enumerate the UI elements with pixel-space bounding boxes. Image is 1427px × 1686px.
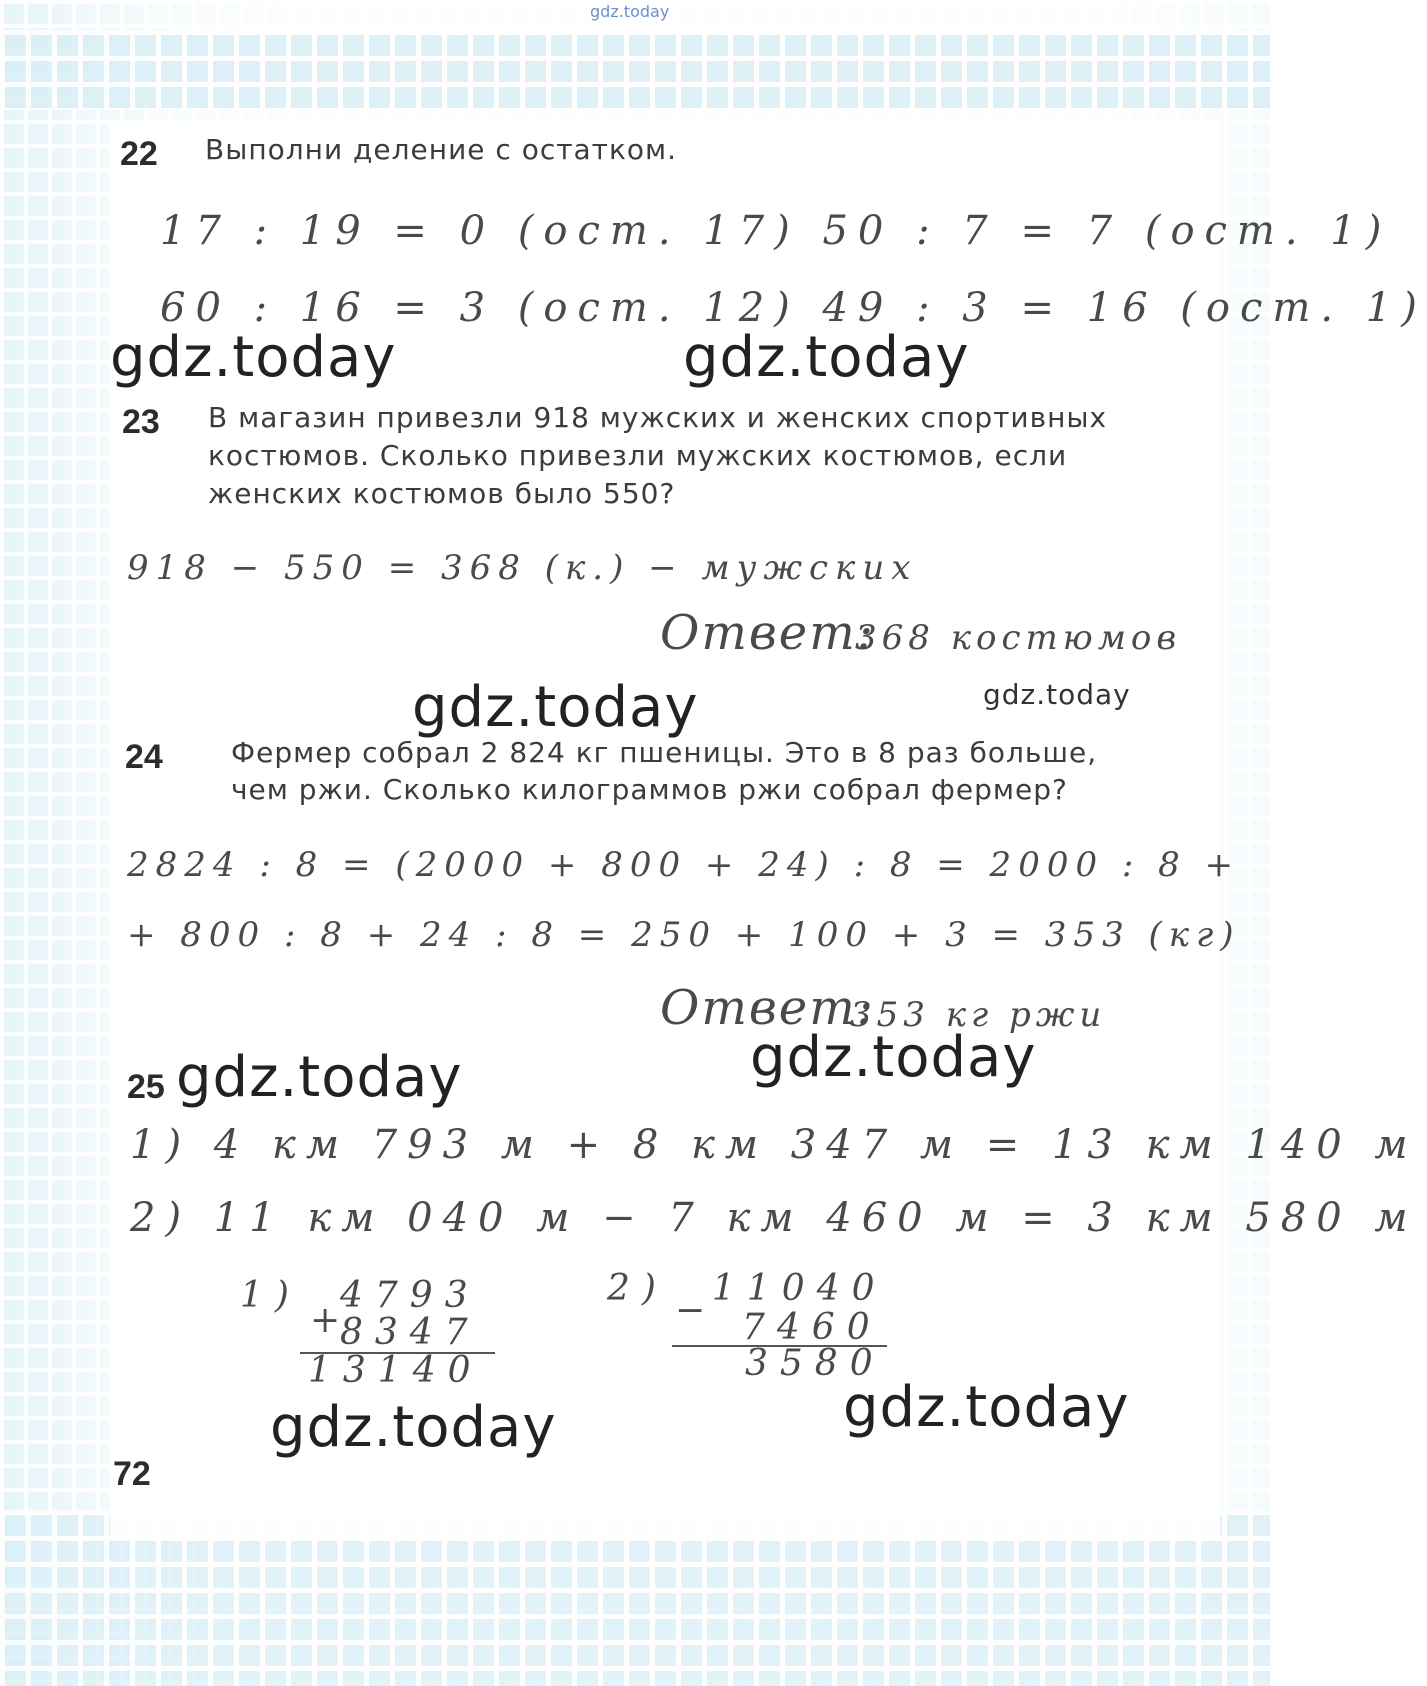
column-calc-1-result: 13140 — [308, 1350, 483, 1391]
watermark: gdz.today — [176, 1045, 463, 1110]
task-22-solution-line-1: 17 : 19 = 0 (ост. 17) 50 : 7 = 7 (ост. 1) — [160, 208, 1392, 254]
column-calc-2-top: 11040 — [712, 1268, 887, 1309]
task-number-24: 24 — [125, 738, 163, 776]
task-number-23: 23 — [122, 403, 160, 441]
site-mark[interactable]: gdz.today — [590, 2, 670, 21]
task-number-22: 22 — [120, 135, 158, 173]
task-24-text-line-1: Фермер собрал 2 824 кг пшеницы. Это в 8 раз больше, — [231, 736, 1098, 769]
watermark: gdz.today — [683, 325, 970, 390]
page-number: 72 — [113, 1455, 151, 1493]
column-calc-2-label: 2) — [607, 1268, 668, 1309]
column-calc-1-sign: + — [310, 1300, 341, 1341]
task-23-text-line-2: костюмов. Сколько привезли мужских костюмов, если — [208, 439, 1068, 472]
column-calc-2-bottom: 7460 — [742, 1307, 882, 1348]
task-25-solution-line-1: 1) 4 км 793 м + 8 км 347 м = 13 км 140 м — [130, 1122, 1418, 1168]
task-23-solution: 918 − 550 = 368 (к.) − мужских — [127, 548, 918, 588]
column-calc-1-label: 1) — [240, 1275, 301, 1316]
watermark: gdz.today — [750, 1025, 1037, 1090]
watermark: gdz.today — [270, 1395, 557, 1460]
task-22-text: Выполни деление с остатком. — [205, 133, 678, 166]
column-calc-2-sign: − — [675, 1290, 706, 1331]
task-24-answer-text: 353 кг ржи — [850, 995, 1107, 1035]
task-23-text-line-3: женских костюмов было 550? — [208, 477, 676, 510]
task-24-solution-line-2: + 800 : 8 + 24 : 8 = 250 + 100 + 3 = 353 (кг) — [127, 915, 1241, 955]
task-24-answer-label: Ответ: — [660, 980, 875, 1036]
task-24-solution-line-1: 2824 : 8 = (2000 + 800 + 24) : 8 = 2000 : 8 + — [127, 845, 1241, 885]
watermark: gdz.today — [983, 678, 1131, 711]
watermark: gdz.today — [412, 675, 699, 740]
task-23-answer-label: Ответ: — [660, 605, 875, 661]
watermark: gdz.today — [110, 325, 397, 390]
task-number-25: 25 — [127, 1068, 165, 1106]
column-calc-2-result: 3580 — [745, 1343, 885, 1384]
column-calc-1-top: 4793 — [340, 1275, 480, 1316]
task-25-solution-line-2: 2) 11 км 040 м − 7 км 460 м = 3 км 580 м — [130, 1195, 1418, 1241]
task-23-text-line-1: В магазин привезли 918 мужских и женских спортивных — [208, 401, 1108, 434]
background-grid-top — [0, 30, 1270, 110]
watermark: gdz.today — [843, 1375, 1130, 1440]
column-calc-1-bottom: 8347 — [340, 1312, 480, 1353]
task-22-solution-line-2: 60 : 16 = 3 (ост. 12) 49 : 3 = 16 (ост. 1) — [160, 285, 1427, 331]
task-24-text-line-2: чем ржи. Сколько килограммов ржи собрал фермер? — [231, 773, 1068, 806]
task-23-answer-text: 368 костюмов — [855, 618, 1182, 658]
